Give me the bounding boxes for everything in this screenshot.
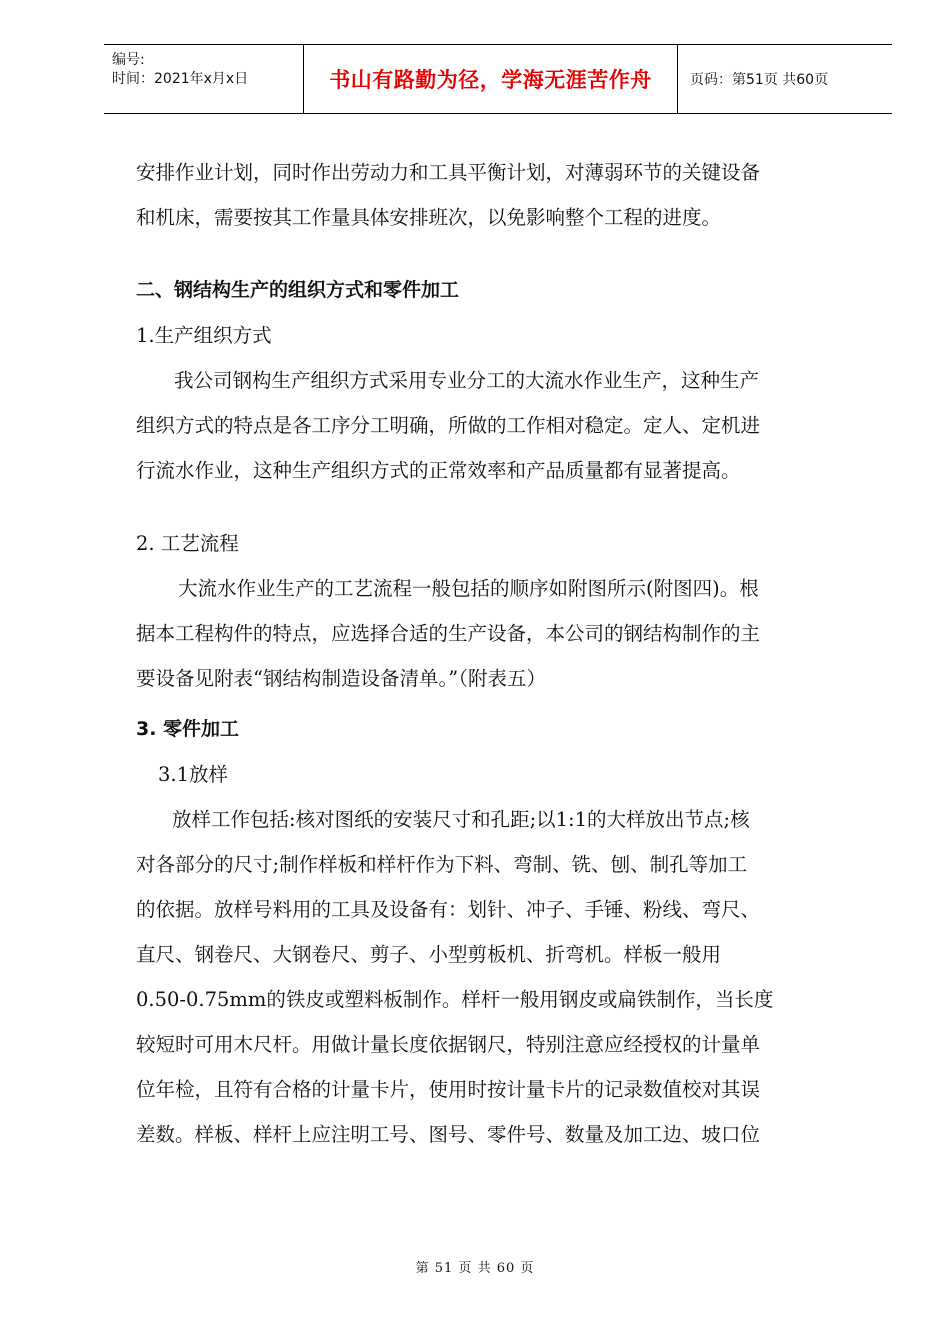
- page-header: [104, 44, 892, 114]
- header-info-cell: [104, 45, 304, 113]
- paragraph-line: 对各部分的尺寸;制作样板和样杆作为下料、弯制、铣、刨、制孔等加工: [136, 853, 748, 876]
- document-body: [136, 150, 860, 1157]
- paragraph-line: 大流水作业生产的工艺流程一般包括的顺序如附图所示(附图四)。根: [178, 577, 759, 600]
- paragraph-line: 据本工程构件的特点，应选择合适的生产设备，本公司的钢结构制作的主: [136, 622, 761, 645]
- section-heading: 二、钢结构生产的组织方式和零件加工: [136, 279, 460, 301]
- paragraph-line: 和机床，需要按其工作量具体安排班次，以免影响整个工程的进度。: [136, 206, 722, 229]
- paragraph-line: 组织方式的特点是各工序分工明确，所做的工作相对稳定。定人、定机进: [136, 414, 761, 437]
- subsection-heading: 3. 零件加工: [136, 718, 240, 740]
- paragraph-line: 差数。样板、样杆上应注明工号、图号、零件号、数量及加工边、坡口位: [136, 1123, 761, 1146]
- paragraph-line: 我公司钢构生产组织方式采用专业分工的大流水作业生产，这种生产: [174, 369, 760, 392]
- serial-number-label: 编号:: [112, 52, 145, 68]
- sub-subsection-heading: 3.1放样: [158, 763, 229, 786]
- paragraph-line: 0.50-0.75mm的铁皮或塑料板制作。样杆一般用钢皮或扁铁制作，当长度: [136, 988, 774, 1011]
- subsection-heading: 1.生产组织方式: [136, 324, 272, 347]
- paragraph-line: 要设备见附表“钢结构制造设备清单。”（附表五）: [136, 667, 546, 690]
- header-page-number: 页码：第51页 共60页: [690, 72, 829, 88]
- paragraph-line: 行流水作业，这种生产组织方式的正常效率和产品质量都有显著提高。: [136, 459, 741, 482]
- paragraph-line: 放样工作包括:核对图纸的安装尺寸和孔距;以1:1的大样放出节点;核: [172, 808, 750, 831]
- paragraph-line: 较短时可用木尺杆。用做计量长度依据钢尺，特别注意应经授权的计量单: [136, 1033, 761, 1056]
- paragraph-line: 安排作业计划，同时作出劳动力和工具平衡计划，对薄弱环节的关键设备: [136, 161, 761, 184]
- paragraph-line: 直尺、钢卷尺、大钢卷尺、剪子、小型剪板机、折弯机。样板一般用: [136, 943, 722, 966]
- time-label: 时间：2021年x月x日: [112, 71, 249, 87]
- page-footer: 第 51 页 共 60 页: [415, 1261, 535, 1276]
- subsection-heading: 2. 工艺流程: [136, 532, 239, 555]
- paragraph-line: 位年检，且符有合格的计量卡片，使用时按计量卡片的记录数值校对其误: [136, 1078, 761, 1101]
- header-motto: 书山有路勤为径，学海无涯苦作舟: [304, 45, 678, 113]
- paragraph-line: 的依据。放样号料用的工具及设备有：划针、冲子、手锤、粉线、弯尺、: [136, 898, 761, 921]
